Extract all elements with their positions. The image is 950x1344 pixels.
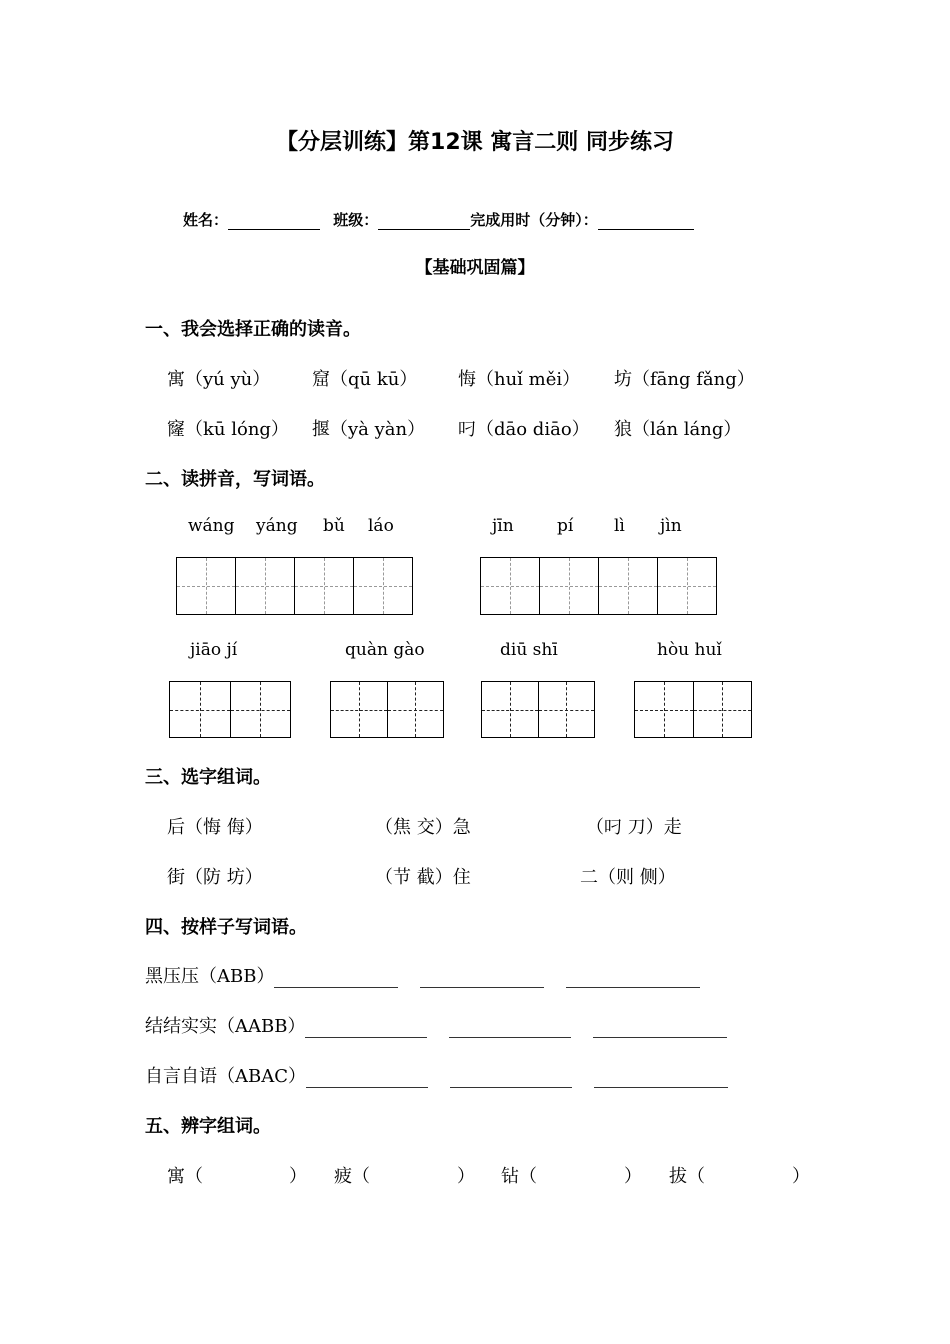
answer-blank[interactable]	[274, 969, 398, 988]
grid-cell[interactable]	[170, 682, 231, 737]
pinyin-choice-7: 叼（dāo diāo）	[458, 419, 590, 440]
grid-cell[interactable]	[236, 558, 295, 614]
student-info-line	[183, 209, 694, 230]
pattern-label: 自言自语（ABAC）	[145, 1066, 306, 1087]
grid-cell[interactable]	[388, 682, 444, 737]
grid-cell[interactable]	[331, 682, 388, 737]
pattern-row	[145, 962, 700, 988]
writing-grid-two[interactable]	[481, 681, 595, 738]
char-distinguish-close: ）	[624, 1166, 642, 1187]
time-label: 完成用时（分钟）：	[470, 211, 598, 229]
grid-cell[interactable]	[599, 558, 658, 614]
pinyin-syllable: pí	[557, 516, 574, 536]
answer-blank[interactable]	[420, 969, 544, 988]
answer-blank[interactable]	[566, 969, 700, 988]
pinyin-syllable: lì	[614, 516, 625, 536]
grid-cell[interactable]	[635, 682, 694, 737]
writing-grid-two[interactable]	[169, 681, 291, 738]
time-blank[interactable]	[598, 213, 694, 230]
name-blank[interactable]	[228, 213, 320, 230]
grid-cell[interactable]	[540, 558, 599, 614]
pinyin-syllable: yáng	[256, 516, 298, 536]
pinyin-choice-5: 窿（kū lóng）	[167, 419, 289, 440]
char-choice: 后（悔 侮）	[167, 817, 263, 838]
answer-blank[interactable]	[594, 1069, 728, 1088]
section4-heading: 四、按样子写词语。	[145, 917, 307, 938]
grid-cell[interactable]	[694, 682, 752, 737]
answer-blank[interactable]	[305, 1019, 427, 1038]
char-choice: （焦 交）急	[375, 817, 471, 838]
grid-cell[interactable]	[354, 558, 412, 614]
pinyin-word: hòu huǐ	[657, 640, 722, 660]
section5-heading: 五、辨字组词。	[145, 1116, 271, 1137]
pinyin-choice-1: 寓（yú yù）	[167, 369, 271, 390]
pattern-label: 黑压压（ABB）	[145, 966, 275, 987]
pinyin-syllable: jīn	[492, 516, 514, 536]
char-distinguish-open: 拔（	[669, 1166, 705, 1187]
grid-cell[interactable]	[481, 558, 540, 614]
pinyin-choice-3: 悔（huǐ měi）	[458, 369, 581, 390]
pinyin-choice-8: 狼（lán láng）	[614, 419, 742, 440]
pinyin-choice-4: 坊（fāng fǎng）	[614, 369, 755, 390]
grid-cell[interactable]	[231, 682, 291, 737]
pinyin-syllable: wáng	[188, 516, 235, 536]
char-distinguish-open: 疲（	[334, 1166, 370, 1187]
grid-cell[interactable]	[177, 558, 236, 614]
pinyin-choice-6: 揠（yà yàn）	[312, 419, 426, 440]
page-title: 【分层训练】第12课 寓言二则 同步练习	[276, 130, 674, 155]
char-choice: （叼 刀）走	[586, 817, 682, 838]
answer-blank[interactable]	[593, 1019, 727, 1038]
char-choice: 二（则 侧）	[580, 867, 676, 888]
char-distinguish-close: ）	[289, 1166, 307, 1187]
pinyin-word: quàn gào	[345, 640, 425, 660]
grid-cell[interactable]	[295, 558, 354, 614]
char-distinguish-open: 钻（	[501, 1166, 537, 1187]
char-distinguish-open: 寓（	[167, 1166, 203, 1187]
answer-blank[interactable]	[450, 1069, 572, 1088]
answer-blank[interactable]	[306, 1069, 428, 1088]
section3-heading: 三、选字组词。	[145, 767, 271, 788]
char-choice: （节 截）住	[375, 867, 471, 888]
pinyin-word: jiāo jí	[190, 640, 238, 660]
class-blank[interactable]	[378, 213, 470, 230]
writing-grid-four[interactable]	[480, 557, 717, 615]
pattern-label: 结结实实（AABB）	[145, 1016, 306, 1037]
pattern-row	[145, 1012, 727, 1038]
grid-cell[interactable]	[539, 682, 595, 737]
pinyin-syllable: láo	[368, 516, 394, 536]
writing-grid-two[interactable]	[634, 681, 752, 738]
pinyin-syllable: jìn	[660, 516, 682, 536]
section-subtitle: 【基础巩固篇】	[415, 258, 535, 278]
grid-cell[interactable]	[482, 682, 539, 737]
writing-grid-four[interactable]	[176, 557, 413, 615]
char-distinguish-close: ）	[792, 1166, 810, 1187]
answer-blank[interactable]	[449, 1019, 571, 1038]
name-label: 姓名：	[183, 211, 229, 229]
section2-heading: 二、读拼音，写词语。	[145, 469, 325, 490]
pinyin-choice-2: 窟（qū kū）	[312, 369, 418, 390]
writing-grid-two[interactable]	[330, 681, 444, 738]
char-distinguish-close: ）	[457, 1166, 475, 1187]
grid-cell[interactable]	[658, 558, 716, 614]
pattern-row	[145, 1062, 728, 1088]
pinyin-word: diū shī	[500, 640, 558, 660]
pinyin-syllable: bǔ	[323, 516, 345, 536]
char-choice: 街（防 坊）	[167, 867, 263, 888]
class-label: 班级：	[333, 211, 379, 229]
section1-heading: 一、我会选择正确的读音。	[145, 319, 361, 340]
